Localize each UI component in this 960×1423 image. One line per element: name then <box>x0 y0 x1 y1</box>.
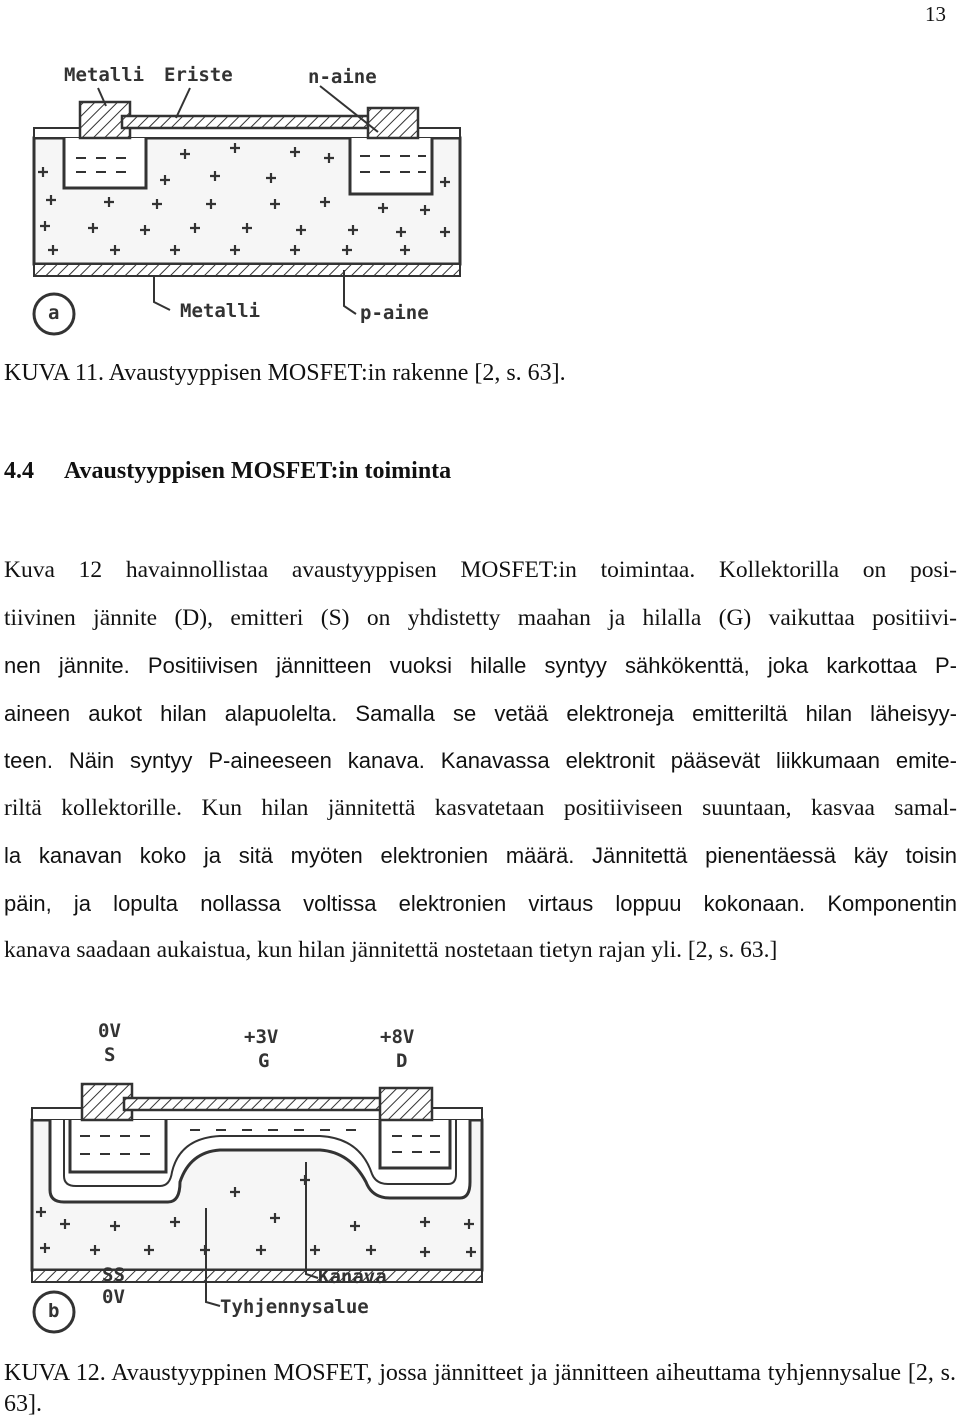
paragraph-line: Kuva 12 havainnollistaa avaustyyppisen MOSFET:in toimintaa. Kollektorilla on posi- <box>4 557 957 583</box>
label-n-material: n-aine <box>308 66 377 88</box>
label-gate-voltage: +3V <box>244 1026 279 1048</box>
label-metal-bottom: Metalli <box>180 300 261 322</box>
paragraph-line: tiivinen jännite (D), emitteri (S) on yhdistetty maahan ja hilalla (G) vaikuttaa positiivi- <box>4 604 957 631</box>
paragraph-line: riltä kollektorille. Kun hilan jännitettä kasvatetaan positiiviseen suuntaan, kasvaa samal- <box>4 794 957 821</box>
label-insulator: Eriste <box>164 64 233 86</box>
n-region-right <box>350 138 432 194</box>
paragraph-line: päin, ja lopulta nollassa voltissa elektronien virtaus loppuu kokonaan. Komponentin <box>4 890 957 916</box>
figure-caption-12: KUVA 12. Avaustyyppinen MOSFET, jossa jännitteet ja jännitteen aiheuttama tyhjennysalue [2, s. 63]. <box>4 1360 956 1417</box>
gate-contact <box>124 1098 384 1110</box>
section-heading <box>4 458 451 485</box>
badge-b: b <box>48 1300 60 1322</box>
drain-contact <box>380 1088 432 1120</box>
paragraph-line: kanava saadaan aukaistua, kun hilan jännitettä nostetaan tietyn rajan yli. [2, s. 63.] <box>4 937 778 963</box>
label-drain-voltage: +8V <box>380 1026 415 1048</box>
section-number: 4.4 <box>4 458 34 484</box>
metal-contact-right <box>368 108 418 138</box>
label-channel: Kanava <box>318 1266 387 1288</box>
label-drain: D <box>396 1050 408 1072</box>
mosfet-operation-diagram <box>20 1012 520 1342</box>
paragraph-line: aineen aukot hilan alapuolelta. Samalla se vetää elektroneja emitteriltä hilan läheisyy- <box>4 700 957 726</box>
label-substrate-voltage: 0V <box>102 1286 125 1308</box>
paragraph-line: la kanavan koko ja sitä myöten elektronien määrä. Jännitettä pienentäessä käy toisin <box>4 843 957 868</box>
label-substrate: SS <box>102 1264 125 1286</box>
badge-a: a <box>48 302 60 324</box>
bottom-metal <box>32 1270 482 1282</box>
figure-mosfet-operation <box>20 1012 520 1342</box>
n-region-left <box>64 138 146 188</box>
label-depletion: Tyhjennysalue <box>220 1296 369 1318</box>
section-title: Avaustyyppisen MOSFET:in toiminta <box>64 458 452 484</box>
label-source: S <box>104 1044 116 1066</box>
label-p-material: p-aine <box>360 302 429 324</box>
label-metal-top: Metalli <box>64 64 145 86</box>
label-gate: G <box>258 1050 270 1072</box>
paragraph-line: nen jännite. Positiivisen jännitteen vuoksi hilalle syntyy sähkökenttä, joka karkottaa P- <box>4 653 957 678</box>
figure-caption-11: KUVA 11. Avaustyyppisen MOSFET:in rakenne [2, s. 63]. <box>4 360 566 386</box>
label-source-voltage: 0V <box>98 1020 121 1042</box>
bottom-metal <box>34 264 460 276</box>
gate-metal <box>122 116 368 128</box>
figure-mosfet-structure <box>20 52 490 348</box>
body-paragraph <box>4 547 957 975</box>
page-number: 13 <box>925 2 946 26</box>
paragraph-line: teen. Näin syntyy P-aineeseen kanava. Kanavassa elektronit pääsevät liikkumaan emite- <box>4 748 957 773</box>
